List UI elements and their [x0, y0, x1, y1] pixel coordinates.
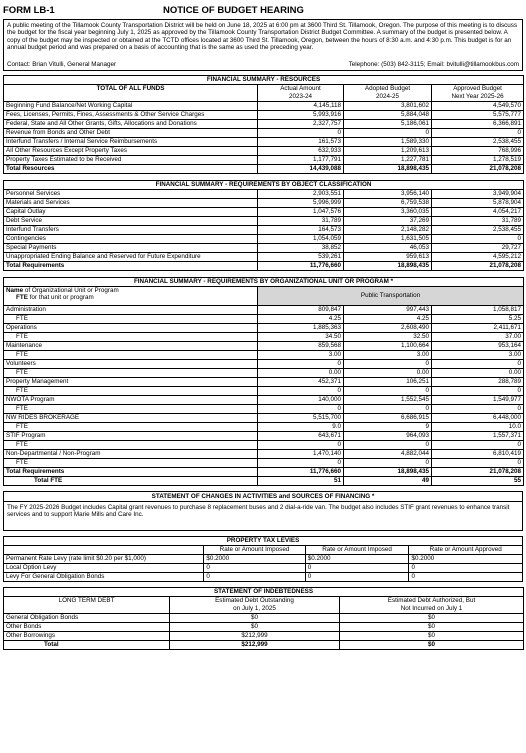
org-fte-label: FTE — [4, 441, 258, 450]
resource-row-value: 3,801,602 — [344, 102, 432, 111]
org-fte-value: 0 — [432, 387, 524, 396]
org-fte-value: 3.00 — [344, 351, 432, 360]
org-fte-value: 0 — [432, 441, 524, 450]
header-adopted-year: 2024-25 — [344, 93, 432, 102]
org-unit-value: 0 — [258, 360, 344, 369]
changes-section — [3, 491, 523, 531]
org-fte-value: 4.25 — [344, 315, 432, 324]
org-table — [3, 277, 524, 486]
requirement-row — [4, 226, 524, 235]
org-unit-value: 1,100,664 — [344, 342, 432, 351]
org-fte-value: 0 — [344, 459, 432, 468]
header-approved: Approved Budget — [432, 85, 524, 94]
org-fte-value: 0 — [258, 459, 344, 468]
org-fte-value: 0 — [344, 441, 432, 450]
debt-row — [4, 614, 524, 623]
org-unit-value: 5,515,700 — [258, 414, 344, 423]
debt-table — [3, 587, 524, 650]
header-adopted: Adopted Budget — [344, 85, 432, 94]
resource-row-value: 1,177,791 — [258, 156, 344, 165]
org-col-label — [4, 287, 258, 306]
resource-row — [4, 120, 524, 129]
org-fte-label: FTE — [4, 333, 258, 342]
resource-row — [4, 111, 524, 120]
resource-row — [4, 147, 524, 156]
changes-text: The FY 2025-2026 Budget includes Capital grant revenues to purchase 8 replacement buses and 2 dial-a-ride van. The budget also includes STIF grant revenues to enhance transit services and to support Marie Mills and Care Inc. — [7, 504, 510, 519]
requirement-row — [4, 253, 524, 262]
org-fte-value: 3.00 — [432, 351, 524, 360]
org-fte-value: 34.50 — [258, 333, 344, 342]
resource-row-value: 1,589,330 — [344, 138, 432, 147]
requirement-row-label: Unappropriated Ending Balance and Reserved for Future Expenditure — [4, 253, 258, 262]
org-fte-label: FTE — [4, 387, 258, 396]
org-unit-value: 6,686,915 — [344, 414, 432, 423]
budget-notice-form — [3, 2, 523, 650]
org-unit-row — [4, 414, 524, 423]
total-fte-value: 49 — [344, 477, 432, 486]
tax-section — [3, 536, 523, 582]
org-fte-value: 0 — [432, 405, 524, 414]
resources-col-label: TOTAL OF ALL FUNDS — [4, 85, 258, 102]
org-unit-label: Maintenance — [4, 342, 258, 351]
resource-row-label: All Other Resources Except Property Taxes — [4, 147, 258, 156]
tax-table — [3, 536, 523, 582]
tax-row-value: $0.2000 — [305, 555, 409, 564]
requirement-row-value: 4,595,212 — [432, 253, 524, 262]
org-fte-label: FTE — [4, 459, 258, 468]
org-unit-value: 6,810,419 — [432, 450, 524, 459]
tax-row-value: 0 — [409, 573, 523, 582]
requirement-row-value: 1,054,059 — [258, 235, 344, 244]
requirement-row-label: Personnel Services — [4, 190, 258, 199]
resource-row — [4, 102, 524, 111]
resource-row-value: 1,209,613 — [344, 147, 432, 156]
org-fte-row — [4, 333, 524, 342]
tax-title: PROPERTY TAX LEVIES — [4, 537, 523, 546]
page-title: NOTICE OF BUDGET HEARING — [163, 5, 304, 17]
total-fte-value: 51 — [258, 477, 344, 486]
resource-row-value: 632,933 — [258, 147, 344, 156]
requirements-section — [3, 180, 523, 271]
resource-row-label: Fees, Licenses, Permits, Fines, Assessments & Other Service Charges — [4, 111, 258, 120]
contact-phone-email: Telephone: (503) 842-3115; Email: bvitulli@tillamookbus.com — [348, 60, 519, 68]
debt-row — [4, 623, 524, 632]
requirement-row — [4, 244, 524, 253]
requirement-row-label: Capital Outlay — [4, 208, 258, 217]
requirement-row-value: 38,852 — [258, 244, 344, 253]
debt-title: STATEMENT OF INDEBTEDNESS — [4, 588, 524, 597]
org-unit-row — [4, 450, 524, 459]
org-fte-value: 9 — [344, 423, 432, 432]
org-unit-label: STIF Program — [4, 432, 258, 441]
org-fte-label: FTE — [4, 369, 258, 378]
requirement-row — [4, 199, 524, 208]
org-fte-value: 9.0 — [258, 423, 344, 432]
changes-title: STATEMENT OF CHANGES IN ACTIVITIES and SOURCES OF FINANCING * — [4, 492, 522, 502]
org-unit-value: 106,251 — [344, 378, 432, 387]
org-unit-value: 1,470,140 — [258, 450, 344, 459]
requirement-row-label: Interfund Transfers — [4, 226, 258, 235]
org-unit-value: 1,557,371 — [432, 432, 524, 441]
org-fte-label: FTE — [4, 315, 258, 324]
requirement-row-value: 2,903,551 — [258, 190, 344, 199]
resource-row-value: 768,996 — [432, 147, 524, 156]
total-requirements-value: 21,078,208 — [432, 262, 524, 271]
total-requirements-label: Total Requirements — [4, 262, 258, 271]
org-fte-value: 0 — [258, 441, 344, 450]
requirement-row-value: 31,789 — [258, 217, 344, 226]
resource-row-value: 5,575,777 — [432, 111, 524, 120]
org-total-value: 11,776,660 — [258, 468, 344, 477]
org-fte-label: FTE — [4, 351, 258, 360]
resources-title: FINANCIAL SUMMARY - RESOURCES — [4, 76, 524, 85]
resource-row-value: 0 — [258, 129, 344, 138]
org-unit-value: 2,411,671 — [432, 324, 524, 333]
resources-section — [3, 75, 523, 174]
tax-row-value: 0 — [409, 564, 523, 573]
debt-header: Estimated Debt Outstanding — [170, 597, 340, 606]
notice-box — [3, 19, 523, 71]
debt-col-label: LONG TERM DEBT — [4, 597, 170, 614]
requirement-row-value: 5,996,999 — [258, 199, 344, 208]
requirement-row-value: 4,054,217 — [432, 208, 524, 217]
org-fte-row — [4, 387, 524, 396]
org-fte-row — [4, 369, 524, 378]
org-fte-row — [4, 441, 524, 450]
contact-name: Contact: Brian Vitulli, General Manager — [7, 60, 117, 68]
debt-row — [4, 632, 524, 641]
org-fte-value: 0 — [258, 387, 344, 396]
org-unit-value: 1,885,363 — [258, 324, 344, 333]
requirement-row-value: 5,878,904 — [432, 199, 524, 208]
tax-row-value: 0 — [204, 573, 305, 582]
org-fte-value: 0 — [344, 387, 432, 396]
org-unit-value: 953,164 — [432, 342, 524, 351]
org-unit-value: 288,789 — [432, 378, 524, 387]
resource-row-label: Beginning Fund Balance/Net Working Capital — [4, 102, 258, 111]
resource-row-value: 2,327,757 — [258, 120, 344, 129]
org-fte-row — [4, 351, 524, 360]
debt-row-label: General Obligation Bonds — [4, 614, 170, 623]
header-actual: Actual Amount — [258, 85, 344, 94]
org-fte-row — [4, 315, 524, 324]
requirement-row-value: 1,631,505 — [344, 235, 432, 244]
org-fte-row — [4, 405, 524, 414]
resource-row — [4, 138, 524, 147]
requirement-row-value: 3,360,035 — [344, 208, 432, 217]
debt-header: Estimated Debt Authorized, But — [340, 597, 524, 606]
resource-row-value: 2,538,455 — [432, 138, 524, 147]
org-unit-row — [4, 432, 524, 441]
tax-row-value: 0 — [305, 573, 409, 582]
requirement-row-value: 31,789 — [432, 217, 524, 226]
org-unit-row — [4, 360, 524, 369]
org-unit-value: 4,882,044 — [344, 450, 432, 459]
requirement-row — [4, 208, 524, 217]
resource-row-value: 1,278,519 — [432, 156, 524, 165]
debt-total-value: $0 — [340, 641, 524, 650]
requirement-row-value: 6,759,538 — [344, 199, 432, 208]
debt-row-label: Other Borrowings — [4, 632, 170, 641]
requirements-title: FINANCIAL SUMMARY - REQUIREMENTS BY OBJECT CLASSIFICATION — [4, 181, 524, 190]
org-unit-label: Operations — [4, 324, 258, 333]
requirement-row-value: 37,269 — [344, 217, 432, 226]
total-resources-value: 14,439,088 — [258, 165, 344, 174]
org-unit-label: Property Management — [4, 378, 258, 387]
org-name-rest: of Organizational Unit or Program — [23, 287, 119, 295]
resource-row-value: 4,549,570 — [432, 102, 524, 111]
resource-row-value: 5,186,061 — [344, 120, 432, 129]
requirement-row-value: 1,047,576 — [258, 208, 344, 217]
org-unit-value: 1,549,977 — [432, 396, 524, 405]
debt-total-value: $212,999 — [170, 641, 340, 650]
requirement-row — [4, 190, 524, 199]
org-unit-value: 6,448,000 — [432, 414, 524, 423]
org-fte-value: 10.0 — [432, 423, 524, 432]
requirement-row-value: 2,538,455 — [432, 226, 524, 235]
tax-header: Rate or Amount Imposed — [305, 546, 409, 555]
tax-header: Rate or Amount Imposed — [204, 546, 305, 555]
org-unit-row — [4, 378, 524, 387]
requirement-row-value: 164,573 — [258, 226, 344, 235]
tax-row-value: 0 — [204, 564, 305, 573]
resource-row-value: 4,145,118 — [258, 102, 344, 111]
resource-row-value: 0 — [432, 129, 524, 138]
org-unit-row — [4, 306, 524, 315]
org-fte-label: FTE — [4, 405, 258, 414]
org-fte-rest: for that unit or program — [27, 294, 94, 302]
org-fte-value: 5.25 — [432, 315, 524, 324]
header-actual-year: 2023-24 — [258, 93, 344, 102]
org-fte-value: 0 — [344, 405, 432, 414]
total-requirements-value: 18,898,435 — [344, 262, 432, 271]
form-header — [3, 2, 523, 17]
org-unit-row — [4, 342, 524, 351]
contact-line — [7, 61, 519, 68]
requirements-table — [3, 180, 524, 271]
requirement-row-value: 959,613 — [344, 253, 432, 262]
tax-row — [4, 564, 523, 573]
org-fte-value: 0 — [258, 405, 344, 414]
org-title: FINANCIAL SUMMARY - REQUIREMENTS BY ORGANIZATIONAL UNIT OR PROGRAM * — [4, 278, 524, 287]
resource-row-value: 1,227,781 — [344, 156, 432, 165]
requirement-row — [4, 217, 524, 226]
debt-row-value: $0 — [340, 632, 524, 641]
debt-section — [3, 587, 523, 650]
org-fte-value: 0.00 — [344, 369, 432, 378]
resource-row-label: Federal, State and All Other Grants, Gifts, Allocations and Donations — [4, 120, 258, 129]
org-fte-bold: FTE — [16, 294, 28, 302]
org-unit-value: 140,000 — [258, 396, 344, 405]
org-fte-label: FTE — [4, 423, 258, 432]
header-approved-year: Next Year 2025-26 — [432, 93, 524, 102]
org-unit-value: 997,443 — [344, 306, 432, 315]
fund-name: Public Transportation — [258, 287, 524, 306]
org-total-value: 21,078,208 — [432, 468, 524, 477]
requirement-row — [4, 235, 524, 244]
debt-row-value: $0 — [170, 614, 340, 623]
org-unit-value: 859,568 — [258, 342, 344, 351]
tax-row-label: Local Option Levy — [4, 564, 204, 573]
total-requirements-value: 11,776,660 — [258, 262, 344, 271]
total-resources-label: Total Resources — [4, 165, 258, 174]
requirement-row-value: 29,727 — [432, 244, 524, 253]
total-fte-label: Total FTE — [4, 477, 258, 486]
org-unit-value: 643,671 — [258, 432, 344, 441]
debt-header-sub: on July 1, 2025 — [170, 605, 340, 614]
resource-row-value: 0 — [344, 129, 432, 138]
resource-row — [4, 156, 524, 165]
resource-row-value: 5,993,916 — [258, 111, 344, 120]
resource-row-value: 5,884,048 — [344, 111, 432, 120]
org-fte-row — [4, 459, 524, 468]
org-fte-value: 0 — [432, 459, 524, 468]
total-fte-value: 55 — [432, 477, 524, 486]
tax-row-value: $0.2000 — [409, 555, 523, 564]
org-unit-value: 964,093 — [344, 432, 432, 441]
org-unit-label: NW RIDES BROKERAGE — [4, 414, 258, 423]
requirement-row-value: 2,148,282 — [344, 226, 432, 235]
org-unit-value: 809,847 — [258, 306, 344, 315]
org-fte-value: 32.50 — [344, 333, 432, 342]
org-unit-value: 0 — [432, 360, 524, 369]
debt-row-value: $0 — [340, 614, 524, 623]
debt-row-label: Other Bonds — [4, 623, 170, 632]
resource-row-value: 161,573 — [258, 138, 344, 147]
debt-row-value: $0 — [170, 623, 340, 632]
total-resources-value: 21,078,208 — [432, 165, 524, 174]
org-unit-row — [4, 396, 524, 405]
requirement-row-value: 3,949,904 — [432, 190, 524, 199]
requirement-row-label: Debt Service — [4, 217, 258, 226]
debt-row-value: $212,999 — [170, 632, 340, 641]
tax-blank-header — [4, 546, 204, 555]
form-label: FORM LB-1 — [3, 5, 55, 17]
requirement-row-label: Special Payments — [4, 244, 258, 253]
org-unit-value: 1,058,817 — [432, 306, 524, 315]
tax-header: Rate or Amount Approved — [409, 546, 523, 555]
org-fte-value: 0.00 — [258, 369, 344, 378]
resource-row-label: Interfund Transfers / Internal Service Reimbursements — [4, 138, 258, 147]
total-resources-value: 18,898,435 — [344, 165, 432, 174]
org-unit-label: NWOTA Program — [4, 396, 258, 405]
resource-row-label: Revenue from Bonds and Other Debt — [4, 129, 258, 138]
org-unit-value: 2,608,490 — [344, 324, 432, 333]
org-unit-value: 0 — [344, 360, 432, 369]
tax-row-value: $0.2000 — [204, 555, 305, 564]
org-fte-value: 3.00 — [258, 351, 344, 360]
requirement-row-value: 3,956,140 — [344, 190, 432, 199]
org-total-value: 18,898,435 — [344, 468, 432, 477]
resource-row — [4, 129, 524, 138]
requirement-row-label: Materials and Services — [4, 199, 258, 208]
notice-text: A public meeting of the Tillamook County Transportation District will be held on June 18, 2025 at 6:00 pm at 3600 Third St. Tillamook, Oregon. The purpose of this meeting is to discuss the budget for the fiscal year beginning July 1, 2025 as approved by the Tillamook County Transportation District Budget Committee. A summary of the budget is presented below. A copy of the budget may be inspected or obtained at the TCTD offices located at 3600 Third St. Tillamook, Oregon, between the hours of 8:30 a.m. and 4:30 p.m. This budget is for an annual budget period and was prepared on a basis of accounting that is the same as used the preceding year. — [7, 22, 518, 52]
org-unit-label: Administration — [4, 306, 258, 315]
requirement-row-value: 0 — [432, 235, 524, 244]
requirement-row-label: Contingencies — [4, 235, 258, 244]
resource-row-value: 6,366,891 — [432, 120, 524, 129]
org-section — [3, 277, 523, 486]
org-fte-row — [4, 423, 524, 432]
debt-header-sub: Not Incurred on July 1 — [340, 605, 524, 614]
org-unit-value: 452,371 — [258, 378, 344, 387]
org-unit-row — [4, 324, 524, 333]
resources-table — [3, 75, 524, 174]
org-unit-value: 1,552,545 — [344, 396, 432, 405]
debt-total-label: Total — [4, 641, 170, 650]
resource-row-label: Property Taxes Estimated to be Received — [4, 156, 258, 165]
requirement-row-value: 46,053 — [344, 244, 432, 253]
tax-row — [4, 573, 523, 582]
org-fte-value: 4.25 — [258, 315, 344, 324]
org-unit-label: Non-Departmental / Non-Program — [4, 450, 258, 459]
tax-row-label: Levy For General Obligation Bonds — [4, 573, 204, 582]
org-total-label: Total Requirements — [4, 468, 258, 477]
tax-row-value: 0 — [305, 564, 409, 573]
org-name-bold: Name — [6, 287, 24, 295]
org-fte-value: 37.00 — [432, 333, 524, 342]
tax-row-label: Permanent Rate Levy (rate limit $0.20 per $1,000) — [4, 555, 204, 564]
tax-row — [4, 555, 523, 564]
debt-row-value: $0 — [340, 623, 524, 632]
org-fte-value: 0.00 — [432, 369, 524, 378]
requirement-row-value: 539,261 — [258, 253, 344, 262]
org-unit-label: Volunteers — [4, 360, 258, 369]
